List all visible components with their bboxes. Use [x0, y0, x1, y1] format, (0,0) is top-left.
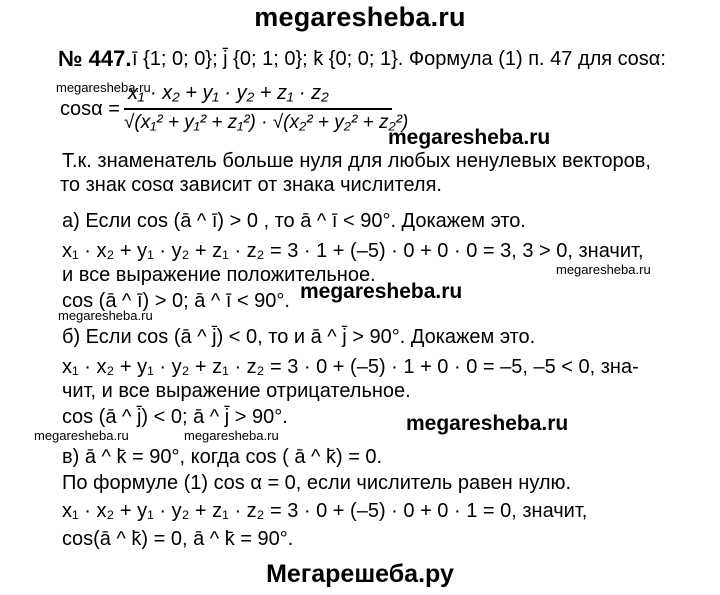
watermark-mid-1: megaresheba.ru: [388, 126, 551, 149]
part-c-line: x₁ · x₂ + y₁ · y₂ + z₁ · z₂ = 3 · 0 + (–5) · 0 + 0 · 1 = 0, значит,: [62, 500, 588, 522]
watermark-top: megaresheba.ru: [254, 2, 466, 32]
part-c-line: По формуле (1) cos α = 0, если числитель равен нулю.: [62, 472, 572, 494]
problem-header: ī {1; 0; 0}; j̄ {0; 1; 0}; k̄ {0; 0; 1}. Формула (1) п. 47 для cosα:: [132, 48, 666, 70]
watermark-mid-2: megaresheba.ru: [300, 280, 463, 303]
problem-number: № 447.: [58, 46, 132, 71]
watermark-small: megaresheba.ru: [58, 308, 153, 323]
part-a-line: cos (ā ^ ī) > 0; ā ^ ī < 90°.: [62, 290, 290, 312]
formula-numerator: x₁ · x₂ + y₁ · y₂ + z₁ · z₂: [128, 82, 329, 104]
cos-label: cosα =: [60, 98, 120, 120]
part-a-line: x₁ · x₂ + y₁ · y₂ + z₁ · z₂ = 3 · 1 + (–5) · 0 + 0 · 0 = 3, 3 > 0, значит,: [62, 240, 644, 262]
watermark-small: megaresheba.ru: [184, 428, 279, 443]
part-c-line: в) ā ^ k̄ = 90°, когда cos ( ā ^ k̄) = 0.: [62, 446, 383, 468]
watermark-small: megaresheba.ru: [556, 262, 651, 277]
part-b-line: x₁ · x₂ + y₁ · y₂ + z₁ · z₂ = 3 · 0 + (–5) · 1 + 0 · 0 = –5, –5 < 0, зна-: [62, 356, 639, 378]
formula-denominator: √(x₁² + y₁² + z₁²) · √(x₂² + y₂² + z₂²): [124, 112, 409, 133]
watermark-mid-3: megaresheba.ru: [406, 412, 569, 435]
part-a-line: и все выражение положительное.: [62, 264, 376, 286]
text-line: то знак cosα зависит от знака числителя.: [60, 174, 442, 196]
part-a-line: а) Если cos (ā ^ ī) > 0 , то ā ^ ī < 90°. Докажем это.: [62, 210, 526, 232]
watermark-bottom: Мегарешеба.ру: [266, 560, 454, 588]
part-b-line: б) Если cos (ā ^ j̄) < 0, то и ā ^ j̄ > 90°. Докажем это.: [62, 326, 536, 348]
watermark-small: megaresheba.ru: [34, 428, 129, 443]
part-b-line: cos (ā ^ j̄) < 0; ā ^ j̄ > 90°.: [62, 406, 288, 428]
fraction-bar: [124, 108, 392, 110]
part-b-line: чит, и все выражение отрицательное.: [62, 380, 411, 402]
part-c-line: cos(ā ^ k̄) = 0, ā ^ k̄ = 90°.: [62, 528, 294, 550]
text-line: Т.к. знаменатель больше нуля для любых ненулевых векторов,: [62, 150, 651, 172]
watermark-small: megaresheba.ru: [56, 80, 151, 95]
